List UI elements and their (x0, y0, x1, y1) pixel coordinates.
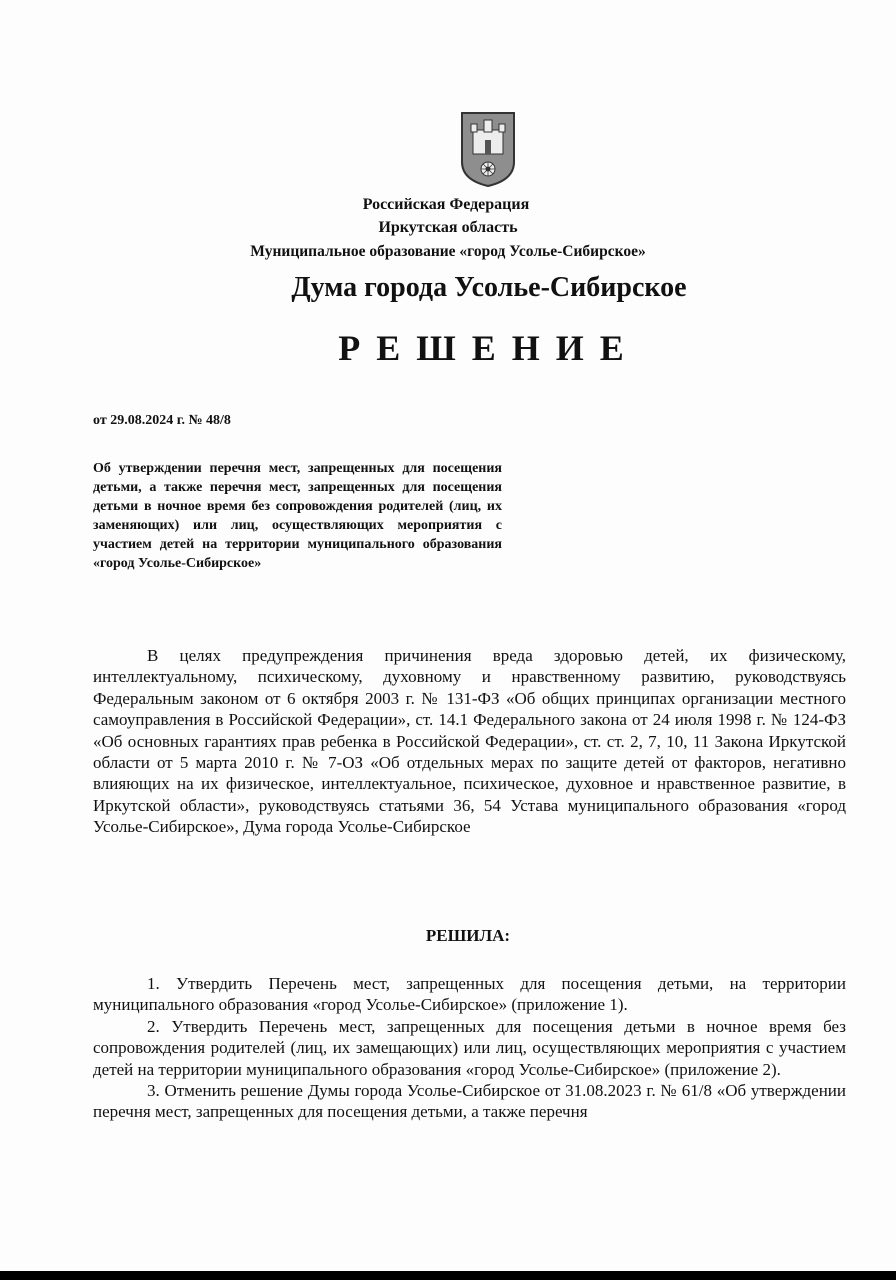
council-title: Дума города Усолье-Сибирское (291, 272, 687, 303)
resolution-items (93, 973, 846, 1123)
country-heading: Российская Федерация (362, 196, 530, 213)
resolution-item: 1. Утвердить Перечень мест, запрещенных для посещения детьми, на территории муниципального образования «город Усолье-Сибирское» (приложение 1). (93, 974, 846, 1015)
document-date-number: от 29.08.2024 г. № 48/8 (93, 413, 231, 428)
resolution-item: 2. Утвердить Перечень мест, запрещенных для посещения детьми в ночное время без сопровождения родителей (лиц, их замещающих) или лиц, осуществляющих мероприятия с участием детей на территории муниципального образования «город Усолье-Сибирское» (приложение 2). (93, 1016, 846, 1079)
coat-of-arms-icon (459, 110, 517, 188)
document-type-title: РЕШЕНИЕ (338, 328, 640, 368)
preamble-paragraph: В целях предупреждения причинения вреда здоровью детей, их физическому, интеллектуальному, психическому, духовному и нравственному развитию, руководствуясь Федеральным законом от 6 октября 2003 г. № 131-ФЗ «Об общих принципах организации местного самоуправления в Российской Федерации», ст. 14.1 Федерального закона от 24 июля 1998 г. № 124-ФЗ «Об основных гарантиях прав ребенка в Российской Федерации», ст. ст. 2, 7, 10, 11 Закона Иркутской области от 5 марта 2010 г. № 7-ОЗ «Об отдельных мерах по защите детей от факторов, негативно влияющих на их физическое, интеллектуальное, психическое, духовное и нравственное развитие, в Иркутской области», руководствуясь статьями 36, 54 Устава муниципального образования «город Усолье-Сибирское», Дума города Усолье-Сибирское (93, 646, 846, 837)
region-heading: Иркутская область (378, 219, 518, 236)
resolved-heading: РЕШИЛА: (425, 926, 511, 945)
document-subject: Об утверждении перечня мест, запрещенных для посещения детьми, а также перечня мест, запрещенных для посещения детьми в ночное время без сопровождения родителей (лиц, их заменяющих) или лиц, осуществляющих мероприятия с участием детей на территории муниципального образования «город Усолье-Сибирское» (93, 461, 502, 571)
municipality-heading: Муниципальное образование «город Усолье-Сибирское» (250, 243, 646, 260)
resolution-item: 3. Отменить решение Думы города Усолье-Сибирское от 31.08.2023 г. № 61/8 «Об утверждении перечня мест, запрещенных для посещения детьми, а также перечня (93, 1081, 846, 1122)
